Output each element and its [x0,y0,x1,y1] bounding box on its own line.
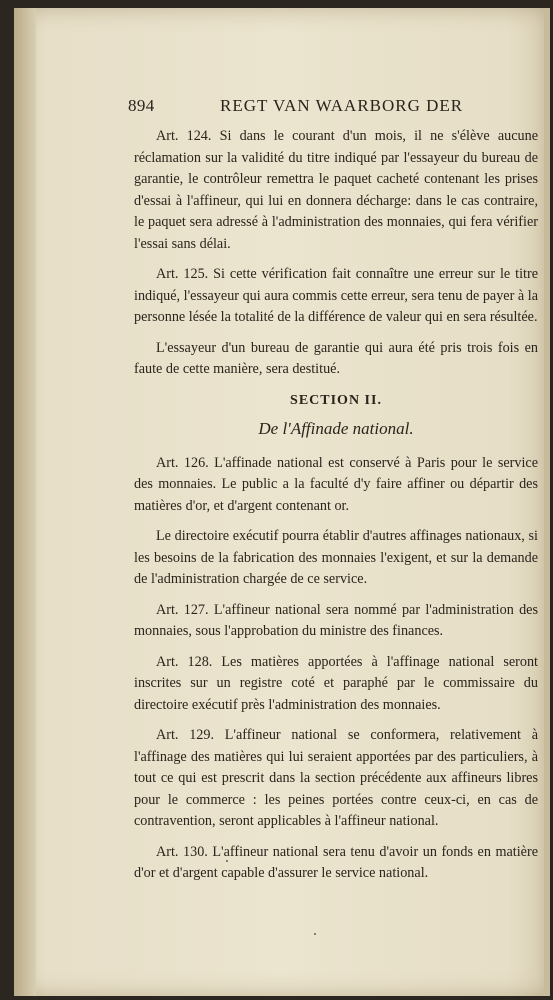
paragraph-art-125: Art. 125. Si cette vérification fait connaître une erreur sur le titre indiqué, l'essayeur qui aura commis cette erreur, sera tenu de payer à la personne lésée la totalité de la différence de valeur qui en sera résultée. [134,266,538,325]
paragraph-art-127: Art. 127. L'affineur national sera nommé par l'administration des monnaies, sous l'approbation du ministre des finances. [134,601,538,639]
page-gutter [14,8,36,996]
page-number: 894 [128,96,155,115]
paragraph-destitution: L'essayeur d'un bureau de garantie qui aura été pris trois fois en faute de cette manière, sera destitué. [134,339,538,377]
section-heading: SECTION II. [290,392,382,408]
page-header [128,96,538,126]
paragraph-directoire: Le directoire exécutif pourra établir d'autres affinages nationaux, si les besoins de la fabrication des monnaies l'exigent, et sur la demande de l'administration chargée de ce service. [134,528,538,587]
book-page [14,8,550,996]
paragraph-art-126: Art. 126. L'affinade national est conservé à Paris pour le service des monnaies. Le public a la faculté d'y faire affiner ou départir des matières d'or, et d'argent contenant or. [134,454,538,514]
paragraph-art-128: Art. 128. Les matières apportées à l'affinage national seront inscrites sur un registre coté et paraphé par le commissaire du directoire exécutif près l'administration des monnaies. [134,653,538,713]
running-title: REGT VAN WAARBORG DER [220,96,464,115]
paragraph-art-130: Art. 130. L'affineur national sera tenu d'avoir un fonds en matière d'or et d'argent capable d'assurer le service national. [134,843,538,881]
page-edge [544,8,550,996]
paper-speck [314,933,316,935]
page-text-block [128,96,538,885]
paragraph-art-124: Art. 124. Si dans le courant d'un mois, il ne s'élève aucune réclamation sur la validité du titre indiqué par l'essayeur du bureau de garantie, le contrôleur remettra le paquet cacheté contenant les prises d'essai à l'affineur, qui lui en donnera décharge: dans le cas contraire, le paquet sera adressé à l'administration des monnaies, qui fera vérifier l'essai sans délai. [134,128,538,252]
section-subtitle: De l'Affinade national. [258,418,414,438]
paper-speck [226,860,228,862]
paragraph-art-129: Art. 129. L'affineur national se conformera, relativement à l'affinage des matières qui lui seraient apportées par des particuliers, à tout ce qui est prescrit dans la section précédente aux affineurs libres pour le commerce : les peines portées contre ceux-ci, en cas de contravention, seront applicables à l'affineur national. [134,727,538,829]
